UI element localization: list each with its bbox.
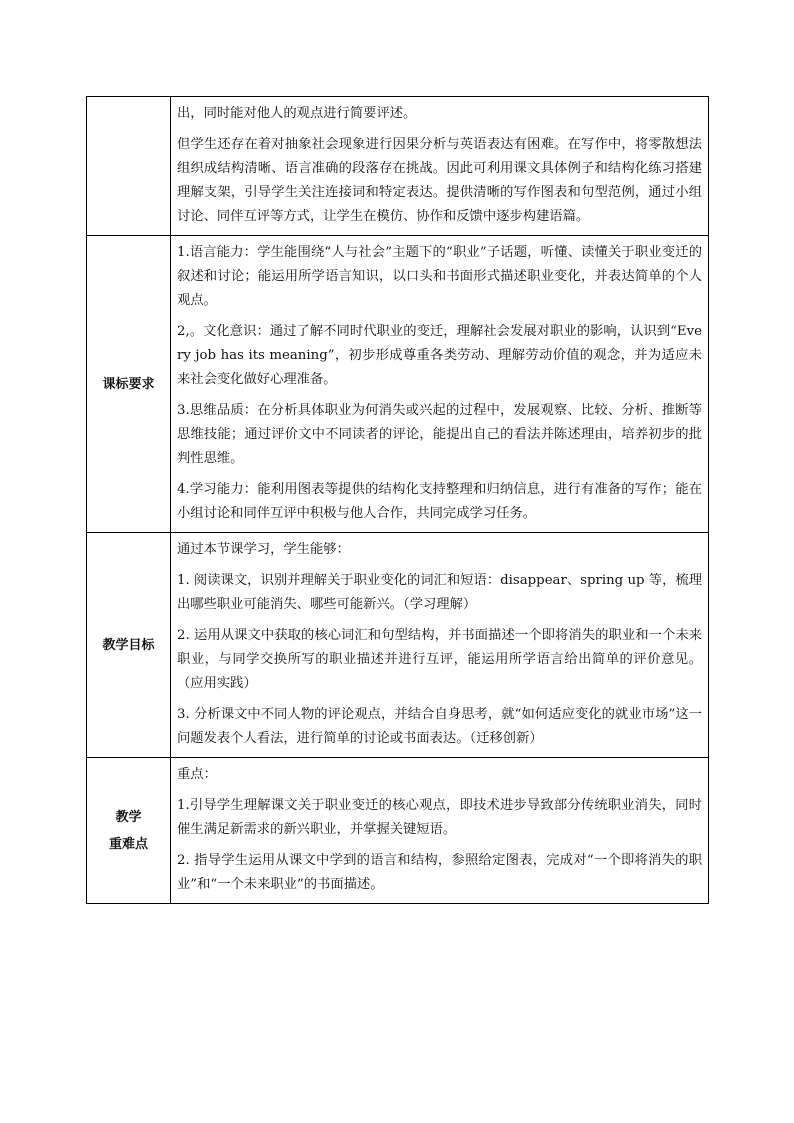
content-paragraph: 通过本节课学习，学生能够： bbox=[177, 542, 350, 557]
content-paragraph: 2. 指导学生运用从课文中学到的语言和结构，参照给定图表，完成对“一个即将消失的职业”和“一个未来职业”的书面描述。 bbox=[177, 853, 702, 892]
row-label-text: 教学 bbox=[115, 809, 142, 825]
content-paragraph: 3. 分析课文中不同人物的评论观点，并结合自身思考，就“如何适应变化的就业市场”这一问题发表个人看法，进行简单的讨论或书面表达。（迁移创新） bbox=[177, 707, 702, 746]
content-paragraph: 2. 运用从课文中获取的核心词汇和句型结构，并书面描述一个即将消失的职业和一个未来职业，与同学交换所写的职业描述并进行互评，能运用所学语言给出简单的评价意见。（应用实践） bbox=[177, 628, 702, 691]
lesson-plan-table bbox=[86, 96, 709, 904]
table-row-analysis-continued bbox=[87, 97, 709, 236]
content-paragraph: 1. 阅读课文，识别并理解关于职业变化的词汇和短语：disappear、spring up 等，梳理出哪些职业可能消失、哪些可能新兴。（学习理解） bbox=[177, 573, 702, 612]
row-label-empty bbox=[87, 97, 171, 236]
content-paragraph: 1.语言能力：学生能围绕“人与社会”主题下的“职业”子话题，听懂、读懂关于职业变迁的叙述和讨论；能运用所学语言知识，以口头和书面形式描述职业变化，并表达简单的个人观点。 bbox=[177, 245, 702, 308]
content-paragraph: 1.引导学生理解课文关于职业变迁的核心观点，即技术进步导致部分传统职业消失，同时催生满足新需求的新兴职业，并掌握关键短语。 bbox=[177, 798, 702, 837]
row-label-text: 重难点 bbox=[108, 836, 148, 852]
content-paragraph: 3.思维品质：在分析具体职业为何消失或兴起的过程中，发展观察、比较、分析、推断等思维技能；通过评价文中不同读者的评论，能提出自己的看法并陈述理由，培养初步的批判性思维。 bbox=[177, 403, 702, 466]
row-content bbox=[171, 533, 709, 758]
row-label bbox=[87, 533, 171, 758]
table-row-key-difficult-points bbox=[87, 758, 709, 904]
row-content bbox=[171, 758, 709, 904]
row-label-text: 课标要求 bbox=[102, 376, 155, 392]
content-paragraph: 重点： bbox=[177, 767, 217, 782]
table-row-curriculum-requirements bbox=[87, 236, 709, 533]
content-paragraph: 出，同时能对他人的观点进行简要评述。 bbox=[177, 106, 417, 121]
row-label-text: 教学目标 bbox=[102, 637, 155, 653]
content-paragraph: 4.学习能力：能利用图表等提供的结构化支持整理和归纳信息，进行有准备的写作；能在小组讨论和同伴互评中积极与他人合作，共同完成学习任务。 bbox=[177, 482, 702, 521]
row-label bbox=[87, 758, 171, 904]
row-label bbox=[87, 236, 171, 533]
table-row-teaching-objectives bbox=[87, 533, 709, 758]
row-content bbox=[171, 97, 709, 236]
content-paragraph: 但学生还存在着对抽象社会现象进行因果分析与英语表达有困难。在写作中，将零散想法组织成结构清晰、语言准确的段落存在挑战。因此可利用课文具体例子和结构化练习搭建理解支架，引导学生关注连接词和特定表达。提供清晰的写作图表和句型范例，通过小组讨论、同伴互评等方式，让学生在模仿、协作和反馈中逐步构建语篇。 bbox=[177, 137, 702, 224]
content-paragraph: 2,。文化意识：通过了解不同时代职业的变迁，理解社会发展对职业的影响，认识到“Every job has its meaning”，初步形成尊重各类劳动、理解劳动价值的观念，并为适应未来社会变化做好心理准备。 bbox=[177, 324, 702, 387]
row-content bbox=[171, 236, 709, 533]
